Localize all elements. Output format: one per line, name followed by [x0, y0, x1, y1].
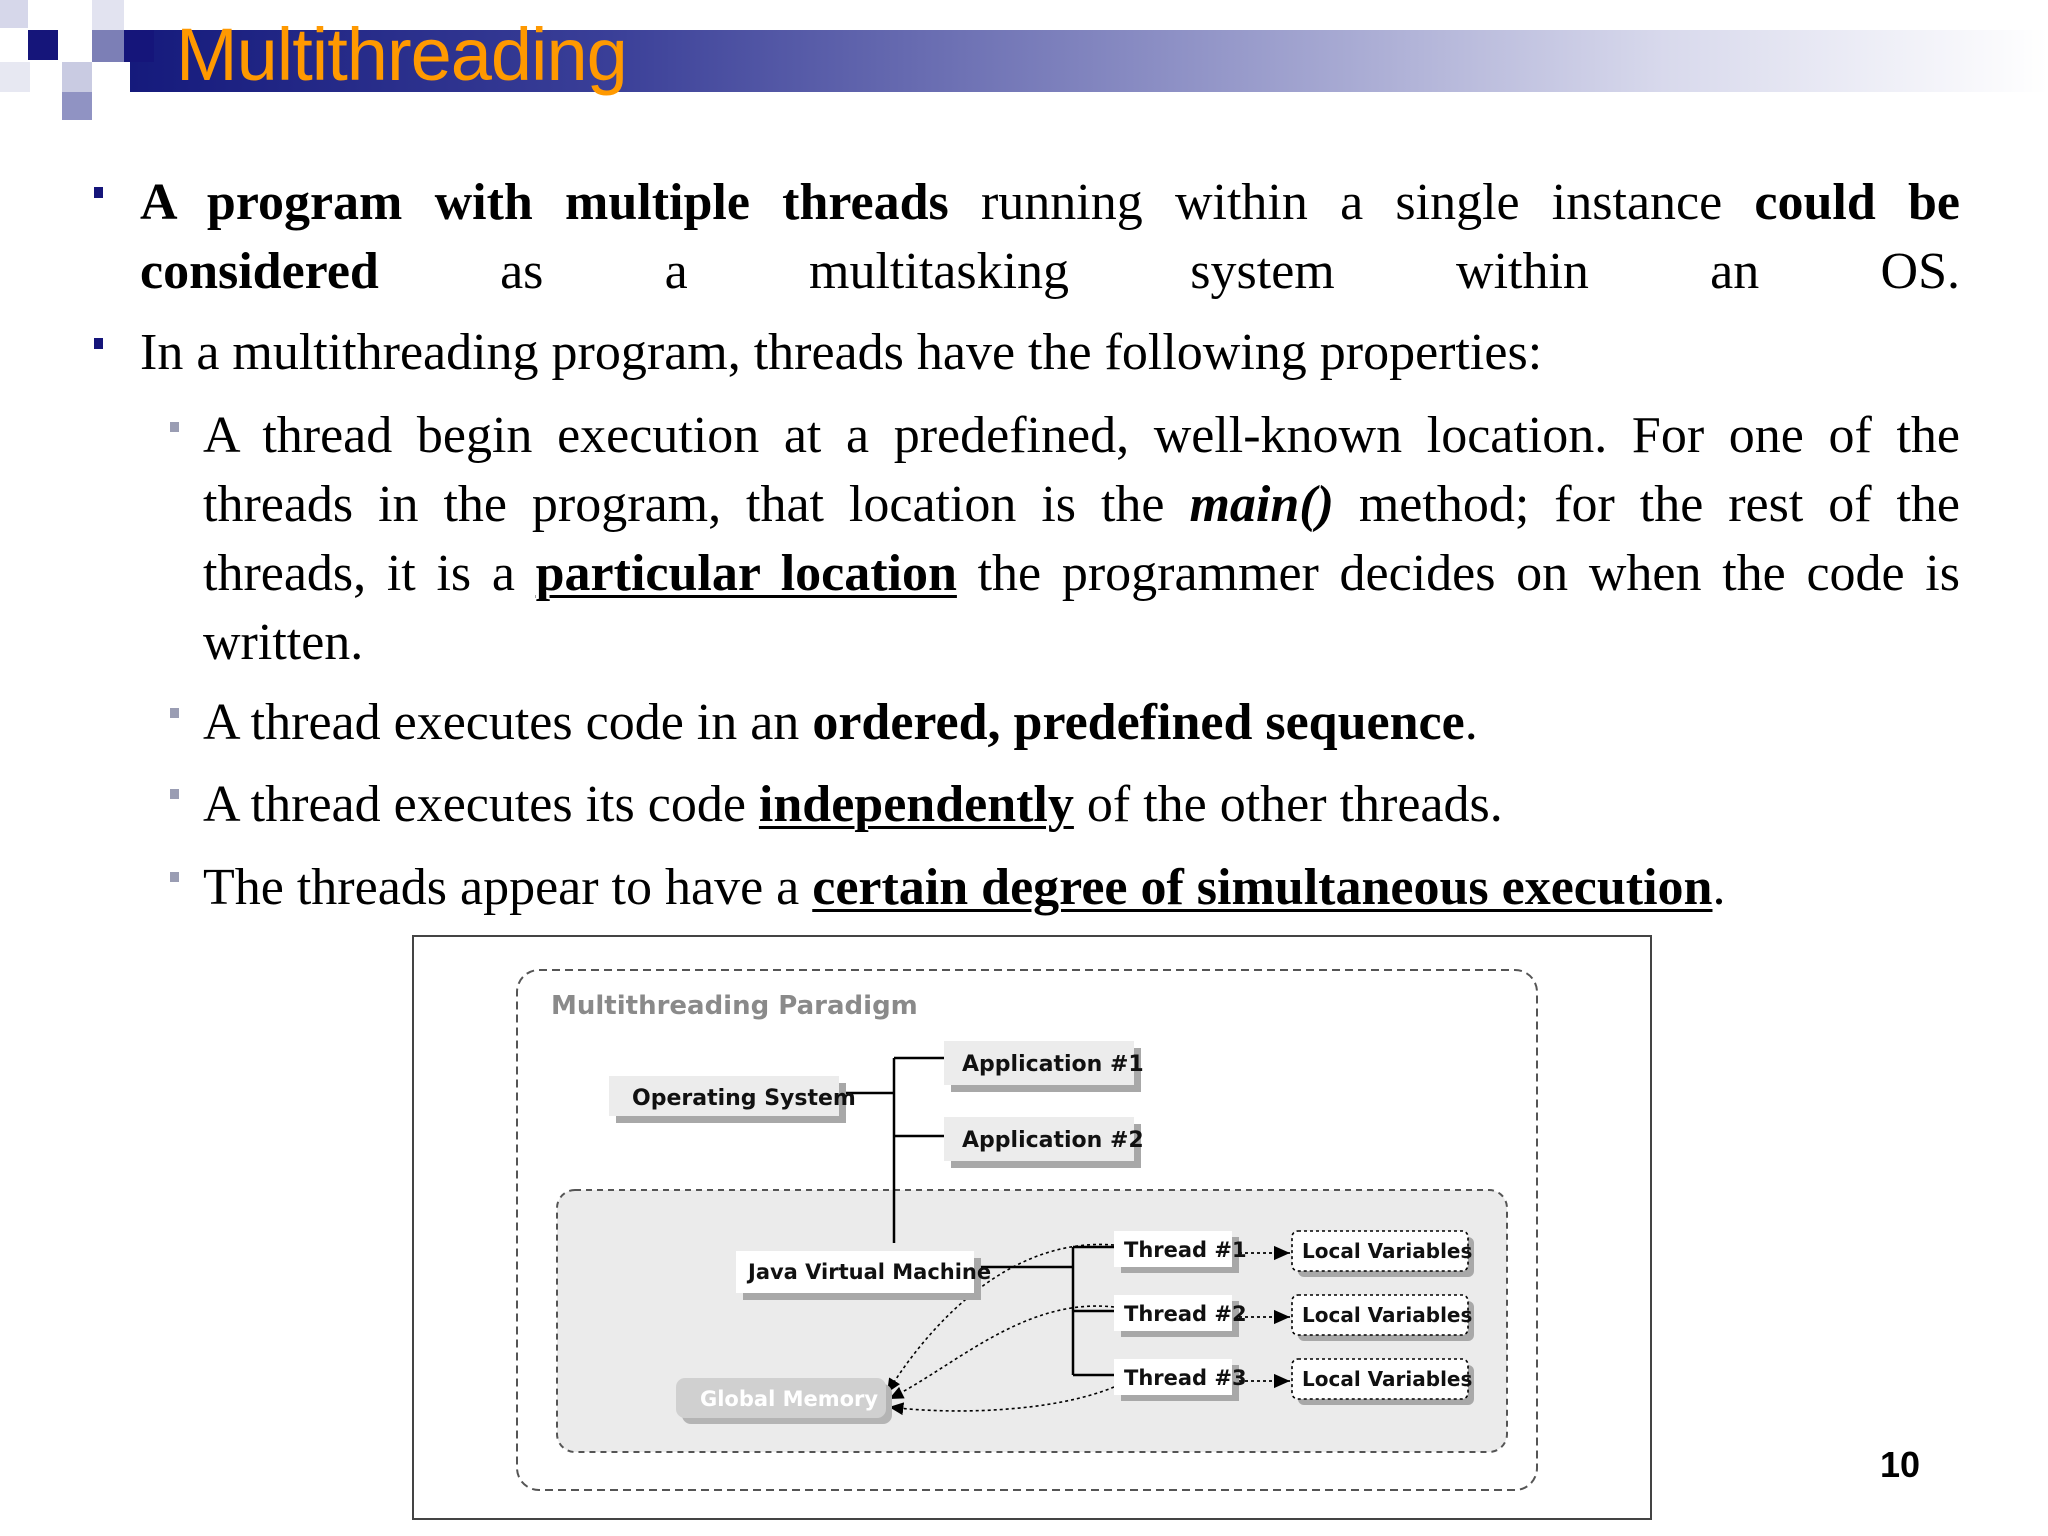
application-1-label: Application #1 [962, 1052, 1144, 1077]
bullet-1-bold-mid: could be considered [140, 174, 1960, 300]
global-memory-label: Global Memory [700, 1387, 879, 1411]
sub-bullet-2-end: . [1464, 694, 1478, 751]
sub-bullet-3-text: A thread executes its code [203, 776, 759, 833]
bullet-marker [94, 187, 103, 198]
simultaneous-execution: certain degree of simultaneous execution [812, 859, 1713, 916]
sub-bullet-marker [170, 422, 179, 432]
local-variables-3-label: Local Variables [1302, 1367, 1473, 1391]
page-number: 10 [1880, 1444, 1921, 1485]
bullet-1-text: running within a single instance [948, 174, 1755, 231]
thread-2-label: Thread #2 [1124, 1302, 1247, 1326]
particular-location: particular location [535, 545, 957, 602]
os-label: Operating System [632, 1086, 856, 1111]
slide-title: Multithreading [176, 13, 627, 96]
local-variables-2-label: Local Variables [1302, 1303, 1473, 1327]
diagram-canvas [414, 937, 1650, 1518]
bullet-2: In a multithreading program, threads have the following properties: [140, 324, 1543, 381]
sub-bullet-2 [203, 688, 1960, 757]
application-2-label: Application #2 [962, 1128, 1144, 1153]
main-method: main() [1189, 476, 1334, 533]
ordered-sequence: ordered, predefined sequence [812, 694, 1465, 751]
multithreading-diagram [412, 935, 1652, 1520]
sub-bullet-4-end: . [1712, 859, 1726, 916]
sub-bullet-4-text: The threads appear to have a [203, 859, 813, 916]
local-variables-1-label: Local Variables [1302, 1239, 1473, 1263]
thread-1-label: Thread #1 [1124, 1238, 1247, 1262]
diagram-title: Multithreading Paradigm [551, 991, 918, 1021]
sub-bullet-4 [203, 853, 1960, 922]
sub-bullet-marker [170, 789, 179, 799]
bullet-1-text-end: as a multitasking system within an OS. [378, 243, 1960, 300]
sub-bullet-1-text: A thread begin execution at a predefined, well-known location. For one of the threads in the program, that location is the [203, 407, 1960, 533]
sub-bullet-3-end: of the other threads. [1073, 776, 1503, 833]
jvm-label: Java Virtual Machine [748, 1260, 992, 1284]
bullet-marker [94, 338, 103, 349]
sub-bullet-marker [170, 708, 179, 718]
sub-bullet-2-text: A thread executes code in an [203, 694, 813, 751]
sub-bullet-1-text-end: the programmer decides on when the code is written. [203, 545, 1960, 671]
thread-3-label: Thread #3 [1124, 1366, 1247, 1390]
sub-bullet-marker [170, 872, 179, 882]
independently: independently [758, 776, 1074, 833]
sub-bullet-3 [203, 770, 1960, 839]
sub-bullet-1-text-mid: method; for the rest of the threads, it is a [203, 476, 1961, 602]
bullet-1-bold-start: A program with multiple threads [140, 174, 949, 231]
